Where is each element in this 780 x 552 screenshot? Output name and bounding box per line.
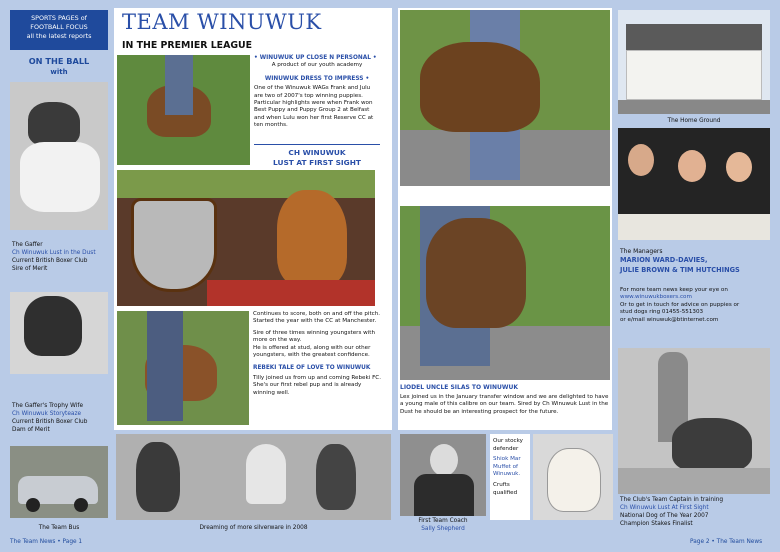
defender-line: Our stocky: [493, 438, 523, 444]
lead-dog-photo: [400, 10, 610, 186]
boxer-body: [20, 142, 100, 212]
email-link[interactable]: or e/mail winuwuk@btinternet.com: [620, 316, 719, 323]
bulldog-silhouette: [547, 448, 601, 512]
person-face: [678, 150, 706, 182]
team-bus-caption: The Team Bus: [38, 525, 80, 531]
article-body: Continues to score, both on and off the pitch. Started the year with the CC at Manchester.: [253, 311, 381, 325]
signing-text: Lex joined us in the January transfer window and we are delighted to have a young male of this calibre on our team. Sired by Ch Winuwuk Lust in the Dust he should be an interesting prospect for the future.: [400, 394, 609, 415]
managers-name: JULIE BROWN & TIM HUTCHINGS: [620, 266, 740, 274]
article-2: [253, 311, 381, 397]
person-face: [726, 152, 752, 182]
captain-caption: [620, 496, 770, 528]
trophy-wife-photo: [10, 292, 108, 374]
article-heading: WINUWUK DRESS TO IMPRESS •: [264, 75, 370, 82]
article-body: One of the Winuwuk WAGs Frank and Julu are two of 2007's top winning puppies. Particular highlights were when Frank won Best Puppy and Puppy Group 2 at Belfast and when Lulu won her first Reserve CC at ten months.: [254, 85, 374, 129]
article-body: Sire of three times winning youngsters with more on the way.: [253, 329, 376, 344]
section-title-line: ON THE BALL: [28, 56, 90, 66]
house-wall: [626, 50, 762, 100]
gaffer-caption: [12, 241, 108, 273]
contact-line: stud dogs ring 01455-551303: [620, 309, 704, 316]
defender-line: Muffet of: [493, 463, 519, 470]
silverware-photo: [116, 434, 391, 520]
home-ground-caption: The Home Ground: [667, 118, 721, 124]
stud-dog-photo: [117, 311, 249, 425]
section-title-line: with: [50, 68, 68, 76]
caption-line: The Gaffer's Trophy Wife: [12, 403, 84, 409]
league-heading: IN THE PREMIER LEAGUE: [122, 40, 253, 51]
table: [618, 214, 770, 240]
handler-legs: [147, 311, 183, 421]
boxer-silhouette: [316, 444, 356, 510]
badge-line: SPORTS PAGES of: [31, 14, 87, 22]
caption-line: Champion Stakes Finalist: [620, 521, 693, 527]
feature-heading-line: CH WINUWUK: [288, 148, 346, 157]
home-ground-photo: [618, 10, 770, 114]
article-body: He is offered at stud, along with our other youngsters, with the greatest confidence.: [253, 344, 371, 359]
caption-line: First Team Coach: [418, 518, 468, 524]
trophy-wife-caption: [12, 402, 108, 434]
silverware-caption: Dreaming of more silverware in 2008: [199, 525, 308, 531]
managers-photo: [618, 128, 770, 240]
wheel: [26, 498, 40, 512]
bulldog-photo: [533, 434, 613, 520]
caption-line: Sally Shepherd: [421, 526, 465, 532]
managers-block: [620, 248, 770, 275]
defender-line: qualified: [493, 489, 518, 496]
divider: [254, 144, 380, 145]
article-heading: • WINUWUK UP CLOSE N PERSONAL •: [254, 55, 377, 61]
trophy-cup: [246, 444, 286, 504]
coach-photo: [400, 434, 486, 516]
defender-line: defender: [493, 445, 519, 452]
boxer-silhouette: [24, 296, 82, 356]
article-1: [254, 55, 380, 130]
badge-line: all the latest reports: [26, 32, 92, 40]
team-bus-photo: [10, 446, 108, 518]
contact-line: Or to get in touch for advice on puppies or: [620, 301, 740, 308]
sports-badge: [10, 10, 108, 50]
boxer-silhouette: [277, 190, 347, 286]
lawn: [618, 100, 770, 114]
coach-caption: [400, 517, 486, 533]
house-roof: [626, 24, 762, 50]
boxer-silhouette: [426, 218, 526, 328]
caption-line: Ch Winuwuk Storyteaze: [12, 411, 82, 417]
person-body: [414, 474, 474, 516]
boxer-silhouette: [28, 102, 80, 146]
signing-caption: LIODEL UNCLE SILAS TO WINUWUK: [400, 384, 519, 391]
handler-legs: [165, 55, 193, 115]
article-body: Tilly joined us from up and coming Rebeki FC. She's our first rebel pup and is already winning well.: [253, 374, 381, 396]
wheel: [74, 498, 88, 512]
footer-left: The Team News • Page 1: [10, 539, 83, 545]
lawn: [618, 468, 770, 494]
contact-block: [620, 287, 770, 324]
rosette-cloth: [207, 280, 375, 306]
gaffer-photo: [10, 82, 108, 230]
new-signing-photo: [400, 206, 610, 380]
caption-line: National Dog of The Year 2007: [620, 513, 709, 519]
caption-line: Dam of Merit: [12, 427, 50, 433]
boxer-silhouette: [136, 442, 180, 512]
caption-line: The Club's Team Captain in training: [620, 497, 724, 503]
defender-line: Shiok Mar: [493, 456, 521, 463]
person-head: [430, 444, 458, 476]
caption-line: The Gaffer: [12, 242, 43, 248]
shield-trophy: [131, 198, 217, 292]
flowers: [117, 170, 375, 198]
person-face: [628, 144, 654, 176]
defender-line: Winuwuk.: [493, 471, 521, 478]
feature-heading-line: LUST AT FIRST SIGHT: [273, 158, 361, 167]
puppy-photo: [117, 55, 250, 165]
feature-heading: [254, 148, 380, 168]
captain-photo: [618, 348, 770, 494]
boxer-silhouette: [672, 418, 752, 472]
website-link[interactable]: www.winuwukboxers.com: [620, 294, 692, 301]
defender-line: Crufts: [493, 481, 510, 488]
masthead: TEAM WINUWUK: [122, 10, 322, 34]
managers-label: The Managers: [620, 248, 663, 255]
footer-right: Page 2 • The Team News: [690, 539, 763, 545]
caption-line: Ch Winuwuk Lust At First Sight: [620, 505, 709, 511]
defender-text: [493, 438, 531, 497]
badge-line: FOOTBALL FOCUS: [30, 23, 88, 31]
boxer-silhouette: [420, 42, 540, 132]
section-title: [10, 56, 108, 78]
caption-line: Current British Boxer Club: [12, 419, 88, 425]
caption-line: Sire of Merit: [12, 266, 48, 272]
contact-line: For more team news keep your eye on: [620, 287, 728, 293]
caption-line: Ch Winuwuk Lust in the Dust: [12, 250, 96, 256]
managers-name: MARION WARD-DAVIES,: [620, 256, 708, 264]
caption-line: Current British Boxer Club: [12, 258, 88, 264]
article-heading: REBEKI TALE OF LOVE TO WINUWUK: [253, 365, 371, 372]
trophy-photo: [117, 170, 375, 306]
article-subheading: A product of our youth academy: [271, 62, 363, 69]
